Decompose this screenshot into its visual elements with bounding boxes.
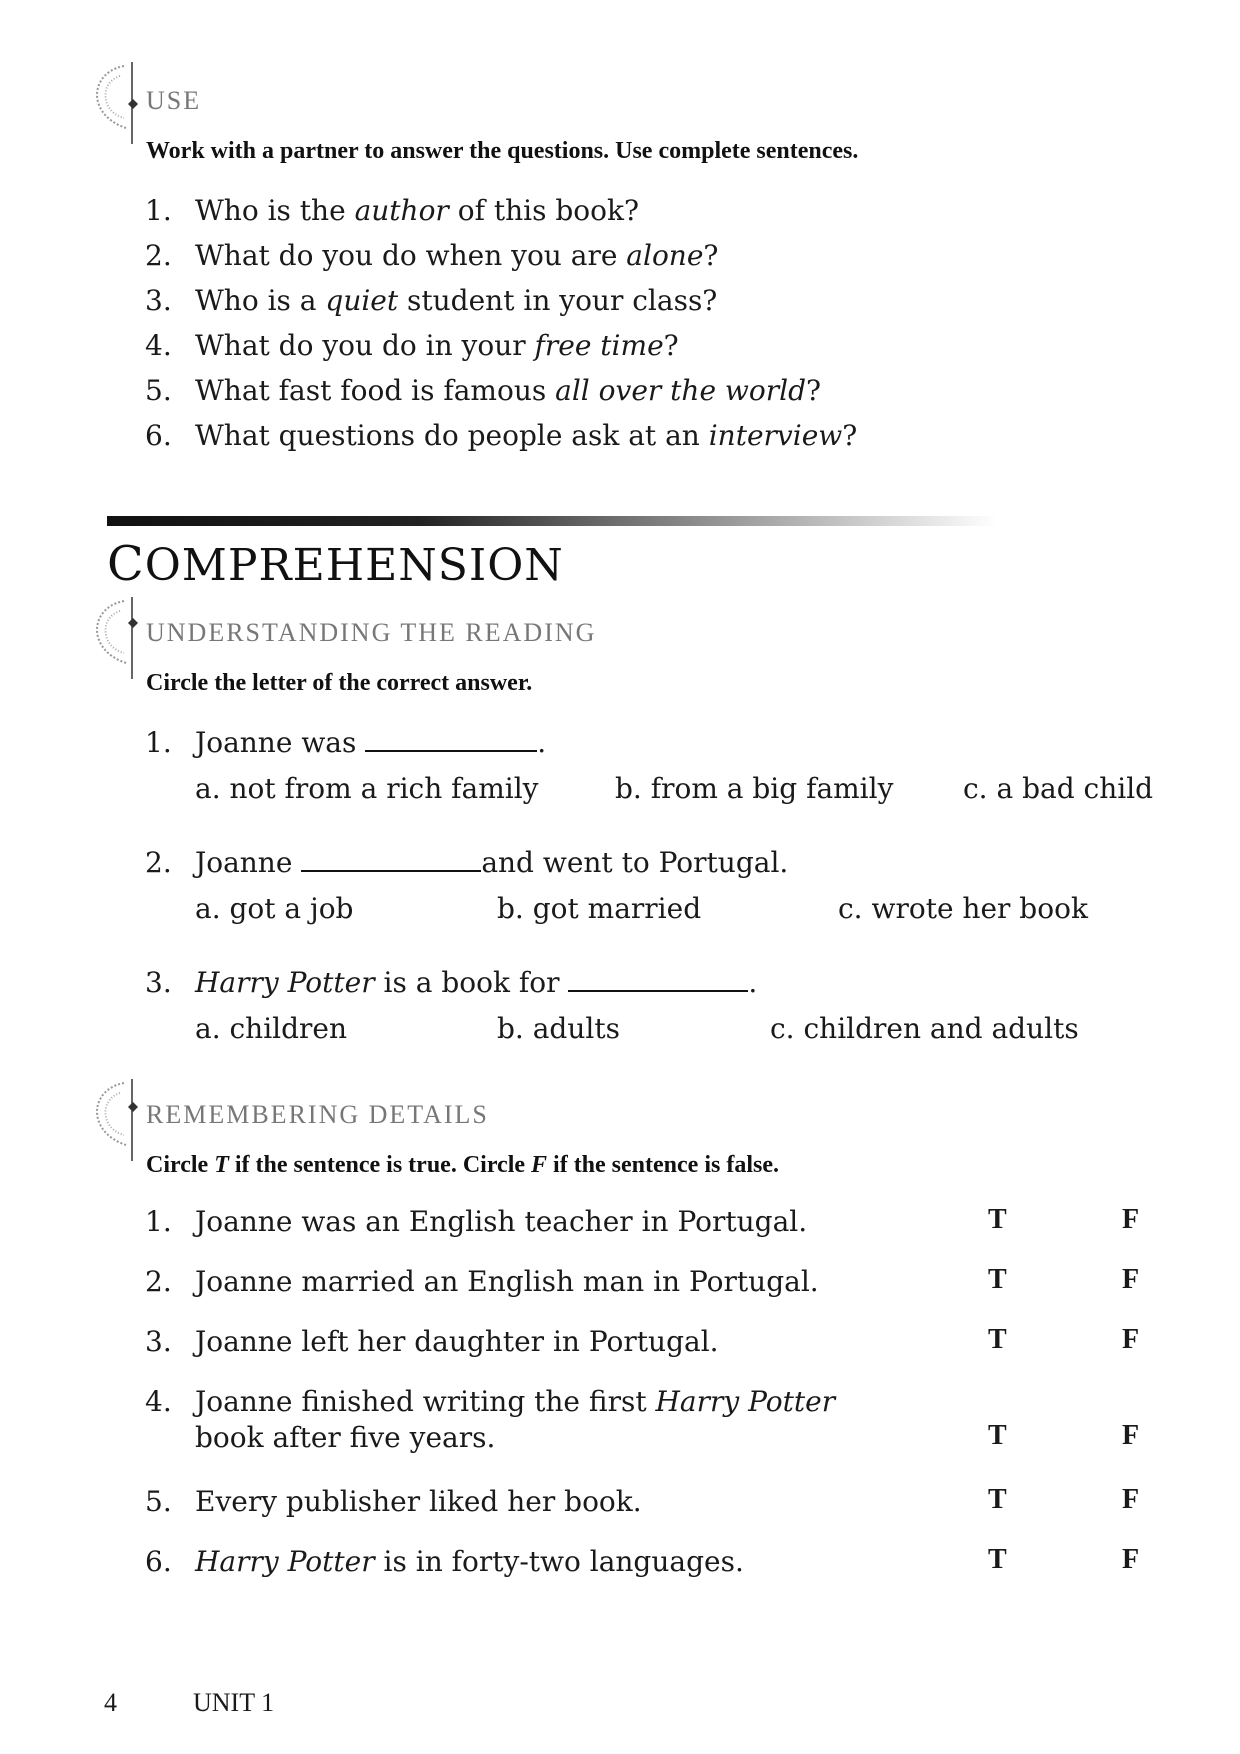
answer-blank: [568, 968, 748, 992]
use-question: [145, 374, 821, 408]
statement-text-part: Joanne left her daughter in Portugal.: [195, 1325, 719, 1358]
statement-number: 3.: [145, 1325, 172, 1358]
tf-statement: [145, 1204, 807, 1240]
question-text: What do you do in your: [195, 329, 535, 362]
option-b: b. adults: [497, 1012, 620, 1045]
item-stem: is a book for: [374, 966, 569, 999]
section-ornament-icon: [84, 1075, 144, 1165]
statement-text-part: Joanne married an English man in Portugal.: [195, 1265, 819, 1298]
section-divider-rule: [107, 516, 997, 526]
question-number: 1.: [145, 194, 172, 227]
section-ornament-icon: [84, 593, 144, 683]
statement-number: 1.: [145, 1205, 172, 1238]
tf-statement: [145, 1324, 719, 1360]
vocab-word: quiet: [325, 284, 399, 317]
mc-item: [145, 966, 757, 1000]
option-b: b. got married: [497, 892, 702, 925]
tf-statement: [145, 1544, 744, 1580]
false-option[interactable]: F: [1122, 1484, 1140, 1515]
item-title-italic: Harry Potter: [195, 966, 375, 999]
option-b: b. from a big family: [615, 772, 894, 805]
item-stem-end: and went to Portugal.: [481, 846, 789, 879]
option-a: a. not from a rich family: [195, 772, 539, 805]
page-number: 4: [104, 1688, 117, 1717]
question-number: 2.: [145, 239, 172, 272]
use-question: [145, 239, 718, 273]
item-number: 2.: [145, 846, 172, 879]
statement-text-part: Every publisher liked her book.: [195, 1485, 642, 1518]
section-ornament-icon: [84, 58, 144, 148]
tf-statement: [145, 1384, 835, 1456]
statement-number: 4.: [145, 1385, 172, 1418]
answer-blank: [365, 728, 537, 752]
option-a: a. children: [195, 1012, 348, 1045]
question-text: Who is a: [195, 284, 326, 317]
heading-initial: C: [107, 536, 145, 592]
instr-part: if the sentence is true. Circle: [228, 1152, 532, 1178]
use-question: [145, 419, 857, 453]
question-text: Who is the: [195, 194, 355, 227]
instr-part: Circle: [146, 1152, 215, 1178]
option-c: c. children and adults: [770, 1012, 1079, 1045]
statement-text: [195, 1204, 807, 1240]
item-stem-end: .: [748, 966, 758, 999]
book-title-italic: Harry Potter: [655, 1385, 836, 1418]
option-c: c. wrote her book: [838, 892, 1088, 925]
statement-text-part: Joanne was an English teacher in Portugal.: [195, 1205, 808, 1238]
question-text-end: of this book?: [448, 194, 639, 227]
section-label-remembering: REMEMBERING DETAILS: [146, 1100, 489, 1129]
mc-item: [145, 846, 788, 880]
true-option[interactable]: T: [988, 1204, 1007, 1235]
vocab-word: all over the world: [555, 374, 807, 407]
question-number: 4.: [145, 329, 172, 362]
section-label-use: USE: [146, 86, 202, 115]
false-option[interactable]: F: [1122, 1420, 1140, 1451]
statement-number: 5.: [145, 1485, 172, 1518]
true-option[interactable]: T: [988, 1420, 1007, 1451]
false-option[interactable]: F: [1122, 1324, 1140, 1355]
instr-part: if the sentence is false.: [547, 1152, 779, 1178]
statement-text-line2: book after five years.: [195, 1421, 496, 1454]
mc-item: [145, 726, 546, 760]
false-option[interactable]: F: [1122, 1544, 1140, 1575]
item-stem-end: .: [537, 726, 547, 759]
unit-label: UNIT 1: [193, 1688, 275, 1717]
true-option[interactable]: T: [988, 1484, 1007, 1515]
instruction-understanding: Circle the letter of the correct answer.: [146, 670, 533, 696]
statement-text: [195, 1324, 719, 1360]
option-a: a. got a job: [195, 892, 354, 925]
item-stem: Joanne was: [195, 726, 366, 759]
vocab-word: free time: [534, 329, 664, 362]
question-text: What questions do people ask at an: [195, 419, 709, 452]
question-text: What do you do when you are: [195, 239, 627, 272]
statement-text-part: Joanne finished writing the first: [195, 1385, 656, 1418]
instruction-remembering: [146, 1152, 779, 1179]
question-text-end: ?: [663, 329, 679, 362]
tf-statement: [145, 1484, 642, 1520]
statement-text-part: is in forty-two languages.: [374, 1545, 744, 1578]
comprehension-heading: [107, 536, 564, 592]
statement-text: [195, 1384, 835, 1456]
question-number: 6.: [145, 419, 172, 452]
instr-true-letter: T: [214, 1152, 229, 1178]
statement-text: [195, 1264, 819, 1300]
question-text-end: ?: [806, 374, 822, 407]
question-text-end: student in your class?: [398, 284, 718, 317]
statement-number: 2.: [145, 1265, 172, 1298]
vocab-word: alone: [626, 239, 704, 272]
false-option[interactable]: F: [1122, 1204, 1140, 1235]
book-title-italic: Harry Potter: [195, 1545, 375, 1578]
answer-blank: [301, 848, 481, 872]
use-question: [145, 194, 639, 228]
true-option[interactable]: T: [988, 1324, 1007, 1355]
question-number: 5.: [145, 374, 172, 407]
heading-rest: OMPREHENSION: [144, 540, 564, 591]
statement-text: [195, 1544, 744, 1580]
vocab-word: interview: [708, 419, 843, 452]
section-label-understanding: UNDERSTANDING THE READING: [146, 618, 597, 647]
option-c: c. a bad child: [963, 772, 1154, 805]
item-stem: Joanne: [195, 846, 302, 879]
question-text: What fast food is famous: [195, 374, 556, 407]
question-text-end: ?: [703, 239, 719, 272]
statement-number: 6.: [145, 1545, 172, 1578]
question-text-end: ?: [842, 419, 858, 452]
item-number: 1.: [145, 726, 172, 759]
statement-text: [195, 1484, 642, 1520]
instr-false-letter: F: [531, 1152, 548, 1178]
vocab-word: author: [354, 194, 449, 227]
instruction-use: Work with a partner to answer the questions. Use complete sentences.: [146, 138, 859, 164]
use-question: [145, 329, 679, 363]
question-number: 3.: [145, 284, 172, 317]
item-number: 3.: [145, 966, 172, 999]
use-question: [145, 284, 717, 318]
true-option[interactable]: T: [988, 1544, 1007, 1575]
true-option[interactable]: T: [988, 1264, 1007, 1295]
false-option[interactable]: F: [1122, 1264, 1140, 1295]
tf-statement: [145, 1264, 819, 1300]
